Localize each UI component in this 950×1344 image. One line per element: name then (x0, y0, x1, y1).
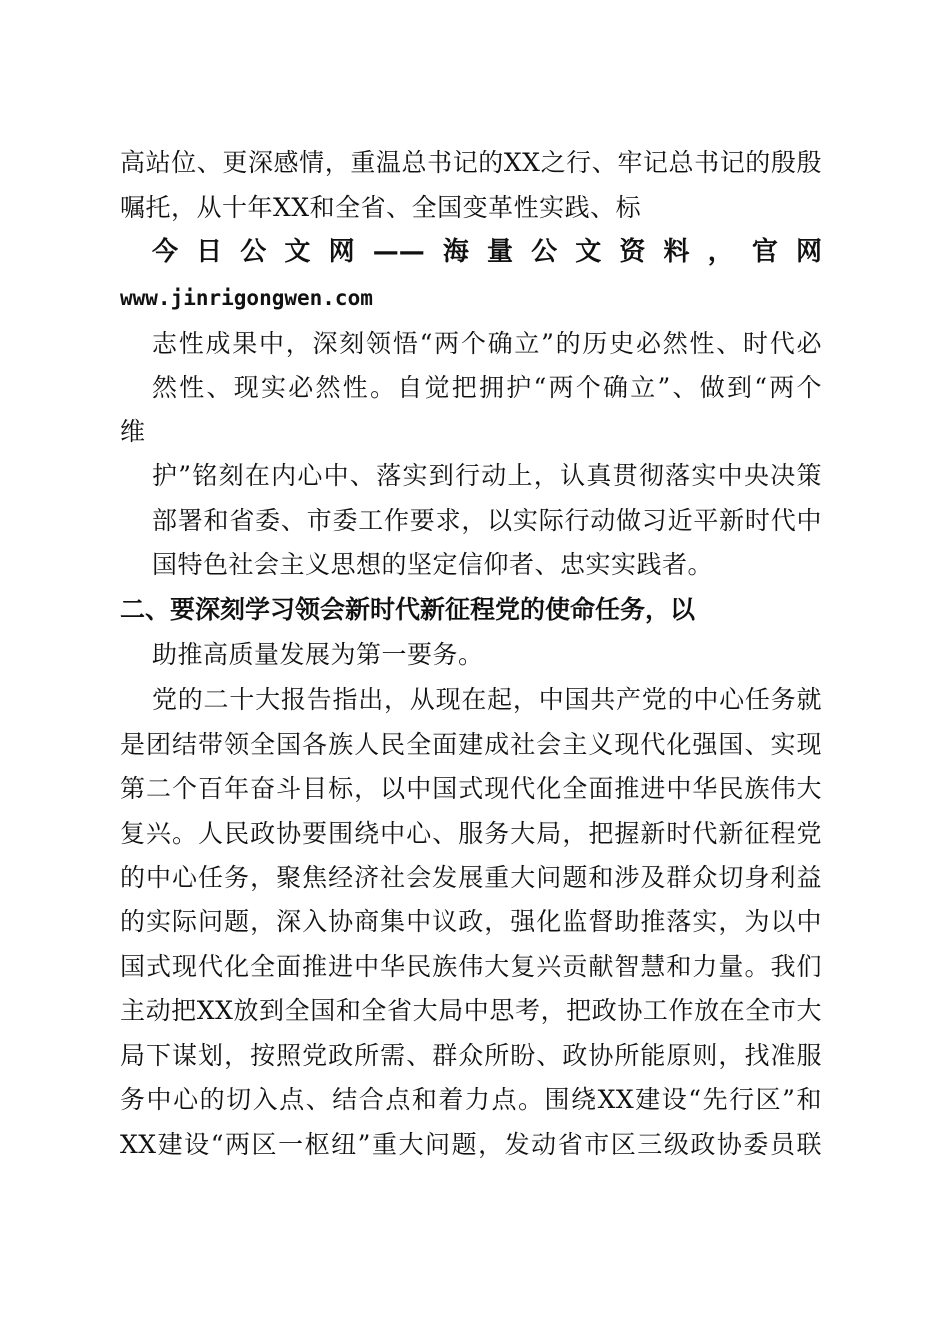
paragraph-line: 护”铭刻在内心中、落实到行动上，认真贯彻落实中央决策 (152, 461, 822, 490)
paragraph-line: 国特色社会主义思想的坚定信仰者、忠实实践者。 (152, 550, 714, 579)
paragraph-line: 然性、现实必然性。自觉把拥护“两个确立”、做到“两个 (152, 373, 822, 402)
site-url: www.jinrigongwen.com (120, 286, 373, 310)
paragraph-line: 第二个百年奋斗目标，以中国式现代化全面推进中华民族伟大 (120, 774, 822, 803)
paragraph-line: 的中心任务，聚焦经济社会发展重大问题和涉及群众切身利益 (120, 863, 822, 892)
paragraph-line: 主动把XX放到全国和全省大局中思考，把政协工作放在全市大 (120, 996, 822, 1025)
paragraph-line: 是团结带领全国各族人民全面建成社会主义现代化强国、实现 (120, 730, 822, 759)
paragraph-line: 局下谋划，按照党政所需、群众所盼、政协所能原则，找准服 (120, 1041, 822, 1070)
paragraph-line: 复兴。人民政协要围绕中心、服务大局，把握新时代新征程党 (120, 819, 822, 848)
site-banner: 今日公文网——海量公文资料，官网 (152, 237, 822, 267)
paragraph-line: 的实际问题，深入协商集中议政，强化监督助推落实，为以中 (120, 907, 822, 936)
paragraph-line: 部署和省委、市委工作要求，以实际行动做习近平新时代中 (152, 506, 822, 535)
intro-line: 嘱托，从十年XX和全省、全国变革性实践、标 (120, 193, 642, 222)
paragraph-line: 维 (120, 417, 146, 446)
section-heading-continuation: 助推高质量发展为第一要务。 (152, 640, 484, 669)
section-heading: 二、要深刻学习领会新时代新征程党的使命任务，以 (120, 595, 696, 624)
paragraph-line: 志性成果中，深刻领悟“两个确立”的历史必然性、时代必 (152, 329, 822, 358)
paragraph-line: 国式现代化全面推进中华民族伟大复兴贡献智慧和力量。我们 (120, 952, 822, 981)
paragraph-line: 务中心的切入点、结合点和着力点。围绕XX建设“先行区”和 (120, 1085, 822, 1114)
intro-line: 高站位、更深感情，重温总书记的XX之行、牢记总书记的殷殷 (120, 148, 822, 177)
paragraph-line: XX建设“两区一枢纽”重大问题，发动省市区三级政协委员联 (120, 1130, 822, 1159)
paragraph-line: 党的二十大报告指出，从现在起，中国共产党的中心任务就 (152, 685, 822, 714)
